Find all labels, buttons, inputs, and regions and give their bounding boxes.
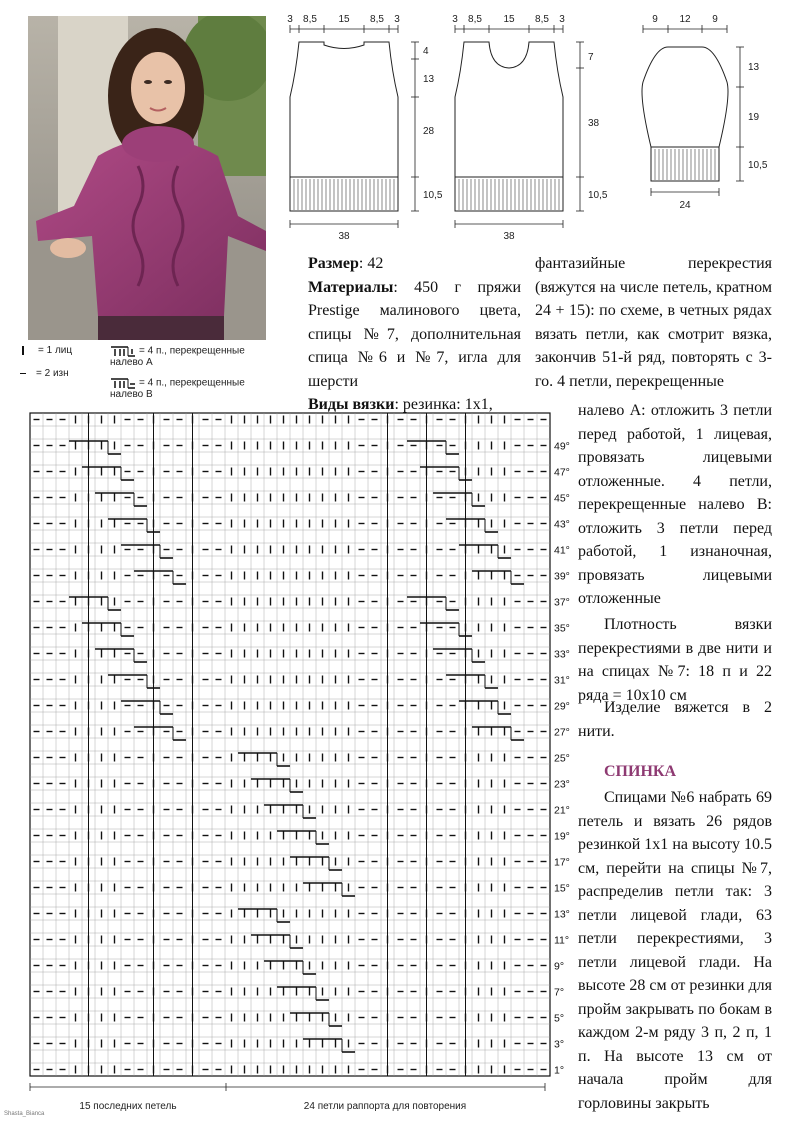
back-top-1: 3 xyxy=(287,14,293,25)
front-right-1: 7 xyxy=(588,52,594,63)
back-right-2: 13 xyxy=(423,74,435,85)
sleeve-top-2: 12 xyxy=(679,14,691,25)
text-column-2-top: фантазийные перекрестия (вяжутся на числе петель, кратном 24 + 15): по схеме, в четных рядах вязать петли, как смотрит вязка, закончив 51-й ряд, повторять с 3-го. 4 петли, перекрещенные xyxy=(535,255,772,390)
front-top-2: 8,5 xyxy=(468,14,482,25)
front-top-3: 15 xyxy=(503,14,515,25)
chart-row-label: 49° xyxy=(554,440,570,453)
back-right-1: 4 xyxy=(423,46,429,57)
front-top-1: 3 xyxy=(452,14,458,25)
back-paragraph: Спицами №6 набрать 69 петель и вязать 26 рядов резинкой 1х1 на высоту 10.5 см, перейти на спицы №7, распределив петли так: 3 петли лицевой глади, 63 петли перекрестиями, 3 петли лицевой глади. На высоте 28 см от резинки для пройм закрывать по бокам в каждом 2-м ряду 3 п, 2 п, 1 п. На высоте 13 см от начала пройм для горловины закрыть xyxy=(578,789,772,1112)
chart-row-label: 1° xyxy=(554,1064,565,1077)
chart-crosses xyxy=(69,441,524,1052)
sleeve-right-1: 13 xyxy=(748,62,760,73)
schematics xyxy=(280,12,790,242)
text-column-2-narrow: налево А: отложить 3 петли перед работой, 1 лицевая, провязать лицевыми отложенные. 4 петли, перекрещенные налево В: отложить 3 петли перед работой, 1 изнаночная, провязать лицевыми отложенные xyxy=(578,402,772,607)
model-photo xyxy=(28,16,266,340)
chart-row-label: 29° xyxy=(554,700,570,713)
chart-row-label: 35° xyxy=(554,622,570,635)
legend-cross-a xyxy=(110,345,270,368)
legend-knit xyxy=(20,345,72,356)
legend-cross-b xyxy=(110,377,270,400)
materials-value: : 450 г пряжи Prestige малинового цвета, спицы №7, дополнительная спица №6 и №7, игла для шерсти xyxy=(308,278,521,390)
chart-row-label: 5° xyxy=(554,1012,565,1025)
sleeve-top-3: 9 xyxy=(712,14,718,25)
sleeve-right-2: 19 xyxy=(748,112,760,123)
chart-row-label: 11° xyxy=(554,934,570,947)
back-schematic xyxy=(287,14,443,242)
back-top-3: 15 xyxy=(338,14,350,25)
size-paragraph xyxy=(308,252,521,276)
sleeve-top-1: 9 xyxy=(652,14,658,25)
back-right-4: 10,5 xyxy=(423,190,443,201)
chart-row-label: 19° xyxy=(554,830,570,843)
two-threads-paragraph: Изделие вяжется в 2 нити. xyxy=(578,699,772,740)
chart-row-label: 9° xyxy=(554,960,565,973)
materials-paragraph xyxy=(308,276,521,394)
chart-row-label: 43° xyxy=(554,518,570,531)
legend-purl xyxy=(20,368,69,379)
chart-row-label: 37° xyxy=(554,596,570,609)
front-right-2: 38 xyxy=(588,118,600,129)
front-right-3: 10,5 xyxy=(588,190,608,201)
chart-row-label: 7° xyxy=(554,986,565,999)
chart-caption-right: 24 петли раппорта для повторения xyxy=(303,1101,467,1112)
legend-cross-a-text: = 4 п., перекрещенные налево А xyxy=(110,345,245,368)
chart-row-label: 41° xyxy=(554,544,570,557)
chart-row-label: 15° xyxy=(554,882,570,895)
chart-row-label: 31° xyxy=(554,674,570,687)
chart-row-label: 45° xyxy=(554,492,570,505)
knitting-chart xyxy=(25,408,575,1118)
chart-grid xyxy=(30,413,550,1076)
chart-row-label: 33° xyxy=(554,648,570,661)
back-bottom: 38 xyxy=(338,231,350,242)
signature: Shasta_Bianca xyxy=(4,1111,45,1117)
cross-a-symbol xyxy=(110,345,136,357)
stitches-value: : резинка: 1х1, xyxy=(394,396,493,413)
materials-label: Материалы xyxy=(308,278,394,296)
sleeve-schematic xyxy=(642,14,768,211)
density-paragraph: Плотность вязки перекрестиями в две нити и на спицах №7: 18 п и 22 ряда = 10х10 см xyxy=(578,616,772,704)
front-top-4: 8,5 xyxy=(535,14,549,25)
chart-row-label: 13° xyxy=(554,908,570,921)
legend-purl-text: = 2 изн xyxy=(36,368,69,379)
chart-row-labels xyxy=(554,441,570,1077)
back-right-3: 28 xyxy=(423,126,435,137)
chart-row-label: 21° xyxy=(554,804,570,817)
sleeve-bottom: 24 xyxy=(679,200,691,211)
back-heading: СПИНКА xyxy=(604,763,677,780)
back-top-2: 8,5 xyxy=(303,14,317,25)
chart-row-label: 25° xyxy=(554,752,570,765)
text-column-1 xyxy=(308,252,521,417)
cross-b-symbol xyxy=(110,377,136,389)
sleeve-right-3: 10,5 xyxy=(748,160,768,171)
size-label: Размер xyxy=(308,255,359,272)
chart-row-label: 27° xyxy=(554,726,570,739)
legend-knit-text: = 1 лиц xyxy=(38,345,73,356)
back-top-5: 3 xyxy=(394,14,400,25)
chart-row-label: 47° xyxy=(554,466,570,479)
chart-row-label: 23° xyxy=(554,778,570,791)
chart-row-label: 3° xyxy=(554,1038,565,1051)
front-top-5: 3 xyxy=(559,14,565,25)
chart-row-label: 39° xyxy=(554,570,570,583)
stitches-label: Виды вязки xyxy=(308,396,395,413)
size-value: : 42 xyxy=(358,255,384,272)
chart-row-label: 17° xyxy=(554,856,570,869)
purl-symbol xyxy=(20,373,26,375)
front-schematic xyxy=(452,14,608,242)
chart-caption-left: 15 последних петель xyxy=(79,1101,177,1112)
back-top-4: 8,5 xyxy=(370,14,384,25)
knit-symbol xyxy=(22,346,24,355)
legend-cross-b-text: = 4 п., перекрещенные налево В xyxy=(110,377,245,400)
front-bottom: 38 xyxy=(503,231,515,242)
